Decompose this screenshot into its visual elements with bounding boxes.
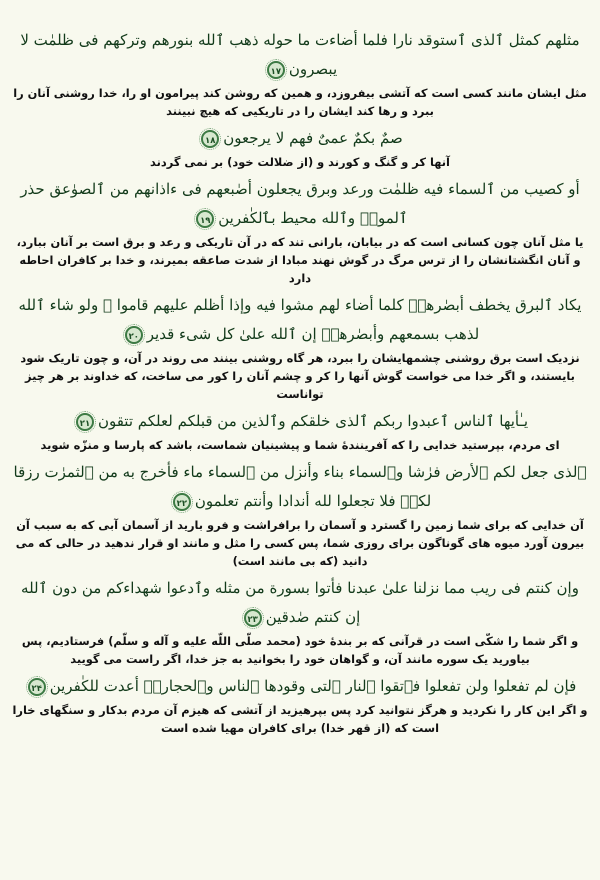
verse-number-medallion-icon: ۱۸ <box>201 130 219 148</box>
arabic-verse-text: وإن كنتم فى ريب مما نزلنا علىٰ عبدنا فأتوا بسورة من مثله وٱدعوا شهداءكم من دون ٱلله إن كنتم صٰدقين۲۳ <box>21 579 579 626</box>
arabic-verse-text: صمٌ بكمٌ عمىٌ فهم لا يرجعون۱۸ <box>12 124 588 153</box>
persian-translation: نزدیک است برق روشنی چشمهایشان را ببرد، هر گاه روشنی بینند می روند در آن، و چون تاریک شود بایستند، و اگر خدا می خواست گوش آنها را کر و چشم آنان را کور می ساخت، که خداوند بر هر چیز تواناست <box>20 351 580 401</box>
verse-19 <box>12 175 588 287</box>
verse-21 <box>12 407 588 454</box>
persian-translation: آنها کر و گنگ و کورند و (از ضلالت خود) بر نمی گردند <box>150 155 450 169</box>
verse-number-medallion-icon: ۲۴ <box>28 678 46 696</box>
arabic-verse-text: أو كصيب من ٱلسماء فيه ظلمٰت ورعد وبرق يجعلون أصٰبعهم فى ءاذانهم من ٱلصوٰعق حذر ٱلموتۚ وٱلله محيط بٱلكٰفرين۱۹ <box>20 180 580 227</box>
verse-20 <box>12 291 588 403</box>
arabic-verse-text: مثلهم كمثل ٱلذى ٱستوقد نارا فلما أضاءت ما حوله ذهب ٱلله بنورهم وتركهم فى ظلمٰت لا يبصرون۱۷ <box>20 31 580 78</box>
persian-translation: مثل ایشان مانند کسی است که آتشی بیفروزد، و همین که روشن کند پیرامون او را، خدا روشنی آنان را ببرد و رها کند ایشان را در تاریکیی که هیچ نبینند <box>13 86 587 118</box>
verse-number-medallion-icon: ۱۷ <box>267 61 285 79</box>
verse-number-medallion-icon: ۱۹ <box>196 210 214 228</box>
persian-translation: آن خدایی که برای شما زمین را گسترد و آسمان را برافراشت و فرو بارید از آسمان آبی که به سبب آن بیرون آورد میوه های گوناگون برای روزی شما، پس کسی را مثل و مانند او قرار ندهید در حالی که می دانید (که بی مانند است) <box>15 518 585 568</box>
persian-translation: ای مردم، بپرستید خدایی را که آفرینندهٔ شما و پیشینیان شماست، باشد که پارسا و منزّه شوید <box>40 438 560 452</box>
arabic-verse-text: ٱلذى جعل لكم ٱلأرض فرٰشا وٱلسماء بناء وأنزل من ٱلسماء ماء فأخرج به من ٱلثمرٰت رزقا لكمۖ فلا تجعلوا لله أندادا وأنتم تعلمون۲۲ <box>13 463 587 510</box>
verse-22 <box>12 458 588 570</box>
verse-23 <box>12 574 588 668</box>
verse-number-medallion-icon: ۲۰ <box>125 326 143 344</box>
persian-translation: و اگر شما را شکّی است در قرآنی که بر بندهٔ خود (محمد صلّی اللّه علیه و آله و سلّم) فرستادیم، پس بیاورید یک سوره مانند آن، و گواهان خود را بخوانید به جز خدا، اگر راست می گویید <box>21 634 579 666</box>
verse-number-medallion-icon: ۲۱ <box>76 413 94 431</box>
arabic-verse-text: يكاد ٱلبرق يخطف أبصٰرهمۖ كلما أضاء لهم مشوا فيه وإذا أظلم عليهم قاموا ۚ ولو شاء ٱلله لذهب بسمعهم وأبصٰرهمۚ إن ٱلله علىٰ كل شىء قدير۲۰ <box>18 296 582 343</box>
verse-number-medallion-icon: ۲۳ <box>244 609 262 627</box>
persian-translation: و اگر این کار را نکردید و هرگز نتوانید کرد پس بپرهیزید از آتشی که هیزم آن مردم بدکار و سنگهای خارا است که (از قهر خدا) برای کافران مهیا شده است <box>12 703 588 735</box>
verse-number-medallion-icon: ۲۲ <box>173 493 191 511</box>
arabic-verse-text: يـٰأيها ٱلناس ٱعبدوا ربكم ٱلذى خلقكم وٱلذين من قبلكم لعلكم تتقون۲۱ <box>12 407 588 436</box>
verse-24 <box>12 672 588 737</box>
verse-17 <box>12 26 588 120</box>
arabic-verse-text: فإن لم تفعلوا ولن تفعلوا فٱتقوا ٱلنار ٱلتى وقودها ٱلناس وٱلحجارةۖ أعدت للكٰفرين۲۴ <box>12 672 588 701</box>
persian-translation: یا مثل آنان چون کسانی است که در بیابان، بارانی تند که در آن تاریکی و رعد و برق است بر آنان ببارد، و آنان انگشتانشان را از ترس مرگ در گوش نهند مبادا از شدت صاعقه بمیرند، و خدا بر کافران احاطه دارد <box>16 235 584 285</box>
verse-18 <box>12 124 588 171</box>
